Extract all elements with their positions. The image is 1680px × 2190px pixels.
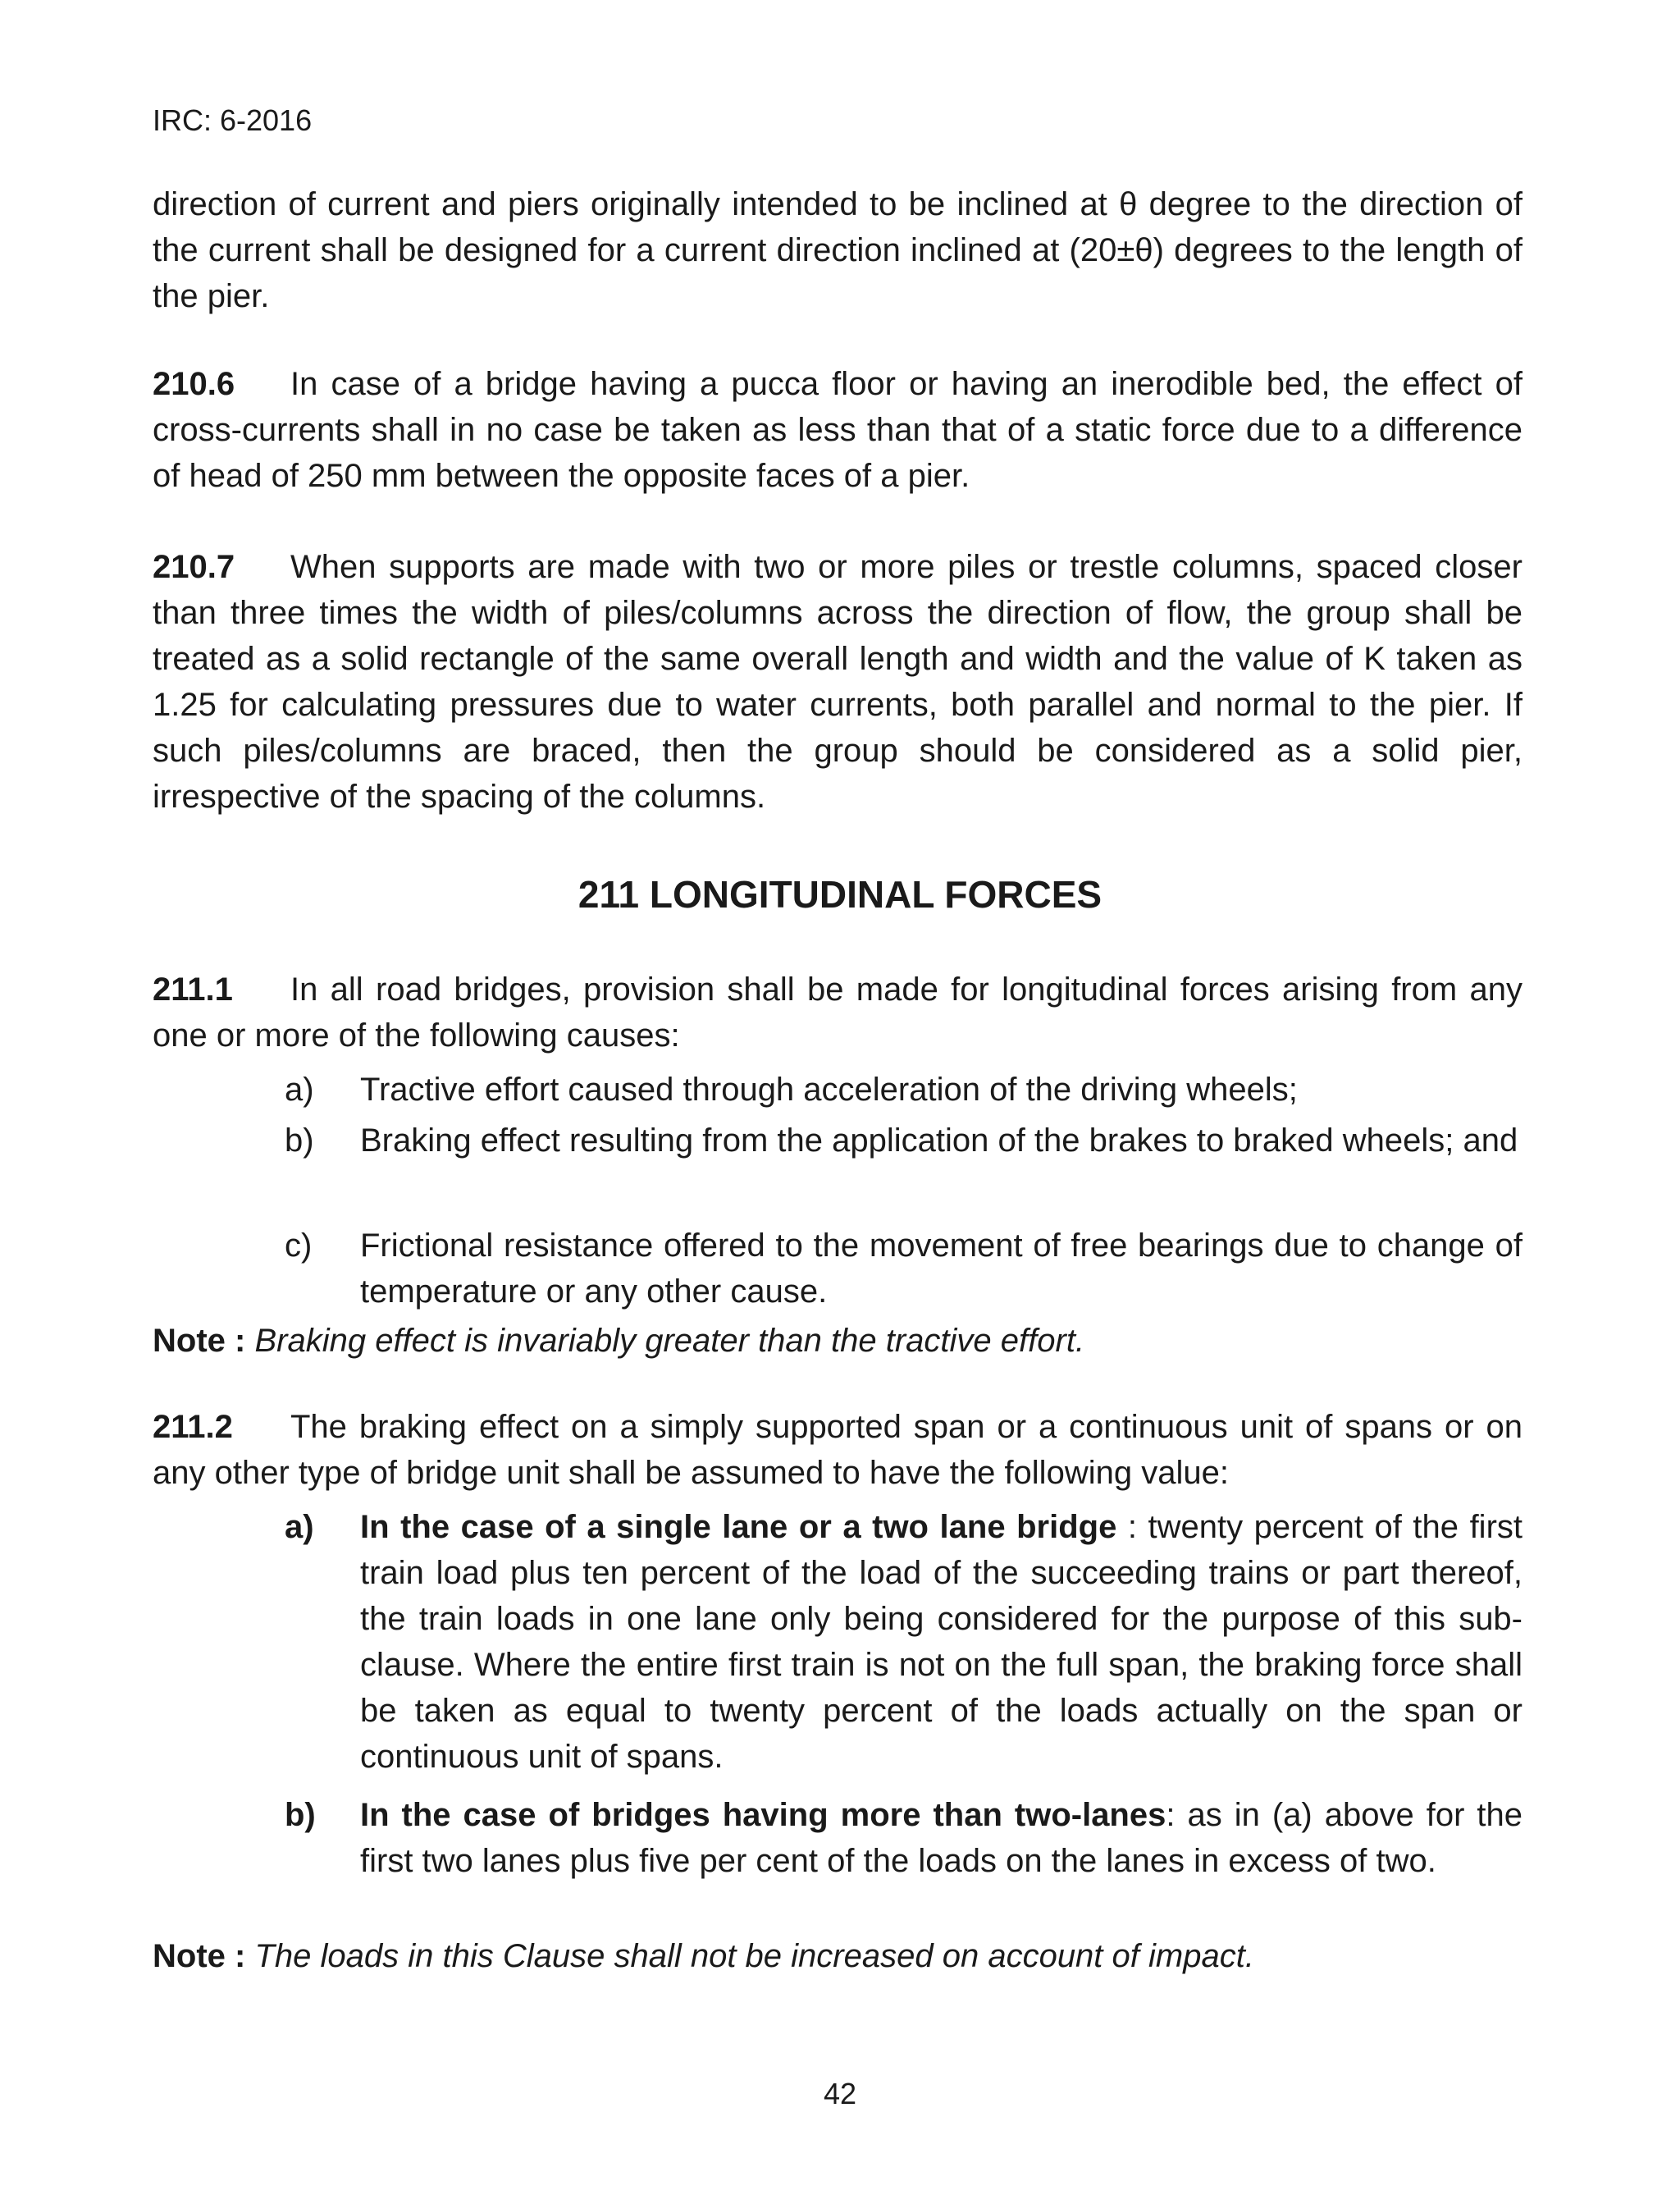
list-item-label: a) bbox=[285, 1072, 314, 1108]
list-item-text: Tractive effort caused through acceleration of the driving wheels; bbox=[360, 1072, 1298, 1108]
page-number: 42 bbox=[823, 2077, 857, 2110]
note-label: Note : bbox=[153, 1938, 246, 1974]
clause-number: 211.1 bbox=[153, 972, 233, 1008]
clause-211-2 bbox=[153, 1404, 1522, 1496]
list-item-lead: In the case of bridges having more than two-lanes bbox=[360, 1797, 1166, 1833]
list-item bbox=[285, 1792, 1522, 1884]
list-item-label: b) bbox=[285, 1797, 316, 1833]
clause-number: 210.7 bbox=[153, 549, 235, 585]
clause-number: 211.2 bbox=[153, 1409, 233, 1445]
clause-211-1 bbox=[153, 967, 1522, 1058]
list-item bbox=[285, 1504, 1522, 1780]
clause-text: The braking effect on a simply supported span or a continuous unit of spans or on any other type of bridge unit shall be assumed to have the following value: bbox=[153, 1409, 1522, 1491]
document-code-header: IRC: 6-2016 bbox=[153, 103, 313, 137]
list-item bbox=[285, 1067, 1522, 1113]
paragraph-intro bbox=[153, 181, 1522, 319]
note-label: Note : bbox=[153, 1323, 246, 1359]
clause-number: 210.6 bbox=[153, 366, 235, 402]
list-item bbox=[285, 1118, 1522, 1164]
clause-text: In all road bridges, provision shall be made for longitudinal forces arising from any one or more of the following causes: bbox=[153, 972, 1522, 1054]
list-item-lead: In the case of a single lane or a two lane bridge bbox=[360, 1509, 1117, 1545]
list-item-text: Frictional resistance offered to the movement of free bearings due to change of temperature or any other cause. bbox=[360, 1228, 1522, 1310]
note-211-2 bbox=[153, 1933, 1522, 1979]
clause-text: In case of a bridge having a pucca floor or having an inerodible bed, the effect of cross-currents shall in no case be taken as less than that of a static force due to a difference of head of 250 mm between the opposite faces of a pier. bbox=[153, 366, 1522, 494]
clause-210-6 bbox=[153, 361, 1522, 499]
clause-210-7 bbox=[153, 544, 1522, 820]
list-item-label: b) bbox=[285, 1122, 314, 1159]
list-item-text: : as in (a) above for the first two lanes plus five per cent of the loads on the lanes in excess of two. bbox=[360, 1797, 1523, 1879]
clause-text: When supports are made with two or more piles or trestle columns, spaced closer than three times the width of piles/columns across the direction of flow, the group shall be treated as a solid rectangle of the same overall length and width and the value of K taken as 1.25 for calculating pressures due to water currents, both parallel and normal to the pier. If such piles/columns are braced, then the group should be considered as a solid pier, irrespective of the spacing of the columns. bbox=[153, 549, 1522, 815]
note-211-1 bbox=[153, 1318, 1522, 1364]
list-item-label: a) bbox=[285, 1509, 314, 1545]
note-text: Braking effect is invariably greater than the tractive effort. bbox=[254, 1323, 1085, 1359]
list-item bbox=[285, 1223, 1522, 1314]
note-text: The loads in this Clause shall not be increased on account of impact. bbox=[254, 1938, 1254, 1974]
list-item-text: Braking effect resulting from the application of the brakes to braked wheels; and bbox=[360, 1122, 1518, 1159]
list-item-text: : twenty percent of the first train load plus ten percent of the load of the succeeding trains or part thereof, the train loads in one lane only being considered for the purpose of this sub- clause. Where the entire first train is not on the full span, the braking force shall be taken as equal to twenty percent of the loads actually on the span or continuous unit of spans. bbox=[360, 1509, 1522, 1775]
paragraph-intro-text: direction of current and piers originally intended to be inclined at θ degree to the direction of the current shall be designed for a current direction inclined at (20±θ) degrees to the length of the pier. bbox=[153, 186, 1522, 314]
section-heading-211: 211 LONGITUDINAL FORCES bbox=[578, 873, 1102, 916]
list-item-label: c) bbox=[285, 1228, 313, 1264]
